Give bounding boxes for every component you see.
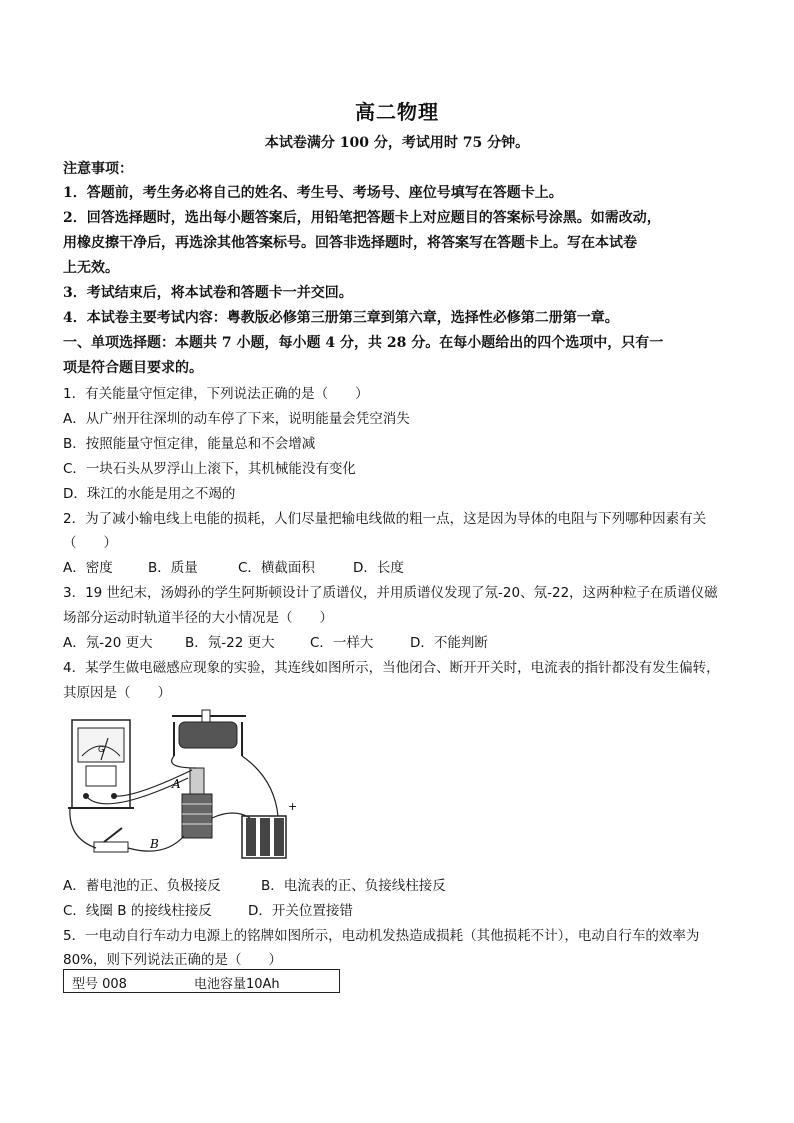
q2-stem-cont: （ ）: [63, 535, 117, 551]
q3-option-d: D．不能判断: [410, 635, 488, 651]
note-item: 1．答题前，考生务必将自己的姓名、考生号、考场号、座位号填写在答题卡上。: [63, 185, 563, 201]
notes-heading: 注意事项：: [63, 161, 133, 177]
q4-option-d: D．开关位置接错: [248, 903, 353, 919]
q2-option-d: D．长度: [353, 560, 404, 576]
q3-option-b: B．氖-22 更大: [185, 635, 275, 651]
q3-stem-cont: 场部分运动时轨道半径的大小情况是（ ）: [63, 610, 333, 626]
note-item: 3．考试结束后，将本试卷和答题卡一并交回。: [63, 285, 353, 301]
q2-option-a: A．密度: [63, 560, 113, 576]
q3-option-a: A．氖-20 更大: [63, 635, 153, 651]
q2-option-b: B．质量: [148, 560, 198, 576]
q1-stem: 1．有关能量守恒定律，下列说法正确的是（ ）: [63, 386, 369, 402]
q1-option-b: B．按照能量守恒定律，能量总和不会增减: [63, 436, 316, 452]
q2-options: [63, 556, 743, 576]
q4-options-row2: [63, 899, 743, 919]
section-heading-cont: 项是符合题目要求的。: [63, 360, 203, 376]
q2-stem: 2．为了减小输电线上电能的损耗，人们尽量把输电线做的粗一点，这是因为导体的电阻与下列哪种因素有关: [63, 511, 707, 527]
nameplate-model: 型号 008: [72, 977, 127, 992]
rheostat: [172, 710, 246, 756]
q5-stem-cont: 80%，则下列说法正确的是（ ）: [63, 952, 283, 968]
coil-a-label: A: [172, 777, 181, 791]
galvanometer-label: G: [98, 745, 105, 754]
q4-options-row1: [63, 874, 743, 894]
q4-stem: 4．某学生做电磁感应现象的实验，其连线如图所示，当他闭合、断开开关时，电流表的指针都没有发生偏转，: [63, 660, 720, 676]
q3-options: [63, 631, 743, 651]
q4-option-b: B．电流表的正、负接线柱接反: [261, 878, 446, 894]
galvanometer: [68, 720, 134, 808]
note-item: 用橡皮擦干净后，再选涂其他答案标号。回答非选择题时，将答案写在答题卡上。写在本试卷: [63, 235, 637, 251]
q4-option-a: A．蓄电池的正、负极接反: [63, 878, 221, 894]
nameplate-capacity: 电池容量10Ah: [194, 977, 280, 992]
q1-option-c: C．一块石头从罗浮山上滚下，其机械能没有变化: [63, 461, 356, 477]
page-title: 高二物理: [355, 100, 439, 124]
section-heading: 一、单项选择题：本题共 7 小题，每小题 4 分，共 28 分。在每小题给出的四个选项中，只有一: [63, 335, 664, 351]
circuit-figure: [64, 708, 309, 866]
battery: [242, 800, 297, 858]
coil-b-label: B: [150, 837, 159, 851]
q1-option-d: D．珠江的水能是用之不竭的: [63, 486, 236, 502]
q5-stem: 5．一电动自行车动力电源上的铭牌如图所示，电动机发热造成损耗（其他损耗不计），电动自行车的效率为: [63, 928, 700, 944]
q3-option-c: C．一样大: [310, 635, 374, 651]
switch: [94, 828, 128, 852]
note-item: 4．本试卷主要考试内容：粤教版必修第三册第三章到第六章，选择性必修第二册第一章。: [63, 310, 619, 326]
q4-stem-cont: 其原因是（ ）: [63, 685, 171, 701]
q2-option-c: C．横截面积: [238, 560, 315, 576]
note-item: 上无效。: [63, 260, 119, 276]
q4-option-c: C．线圈 B 的接线柱接反: [63, 903, 212, 919]
note-item: 2．回答选择题时，选出每小题答案后，用铅笔把答题卡上对应题目的答案标号涂黑。如需改动，: [63, 210, 661, 226]
battery-plus-label: +: [288, 800, 298, 813]
exam-info: 本试卷满分 100 分，考试用时 75 分钟。: [264, 135, 530, 151]
q3-stem: 3．19 世纪末，汤姆孙的学生阿斯顿设计了质谱仪，并用质谱仪发现了氖-20、氖-22，这两种粒子在质谱仪磁: [63, 585, 718, 601]
battery-nameplate: [63, 969, 340, 993]
q1-option-a: A．从广州开往深圳的动车停了下来，说明能量会凭空消失: [63, 411, 410, 427]
